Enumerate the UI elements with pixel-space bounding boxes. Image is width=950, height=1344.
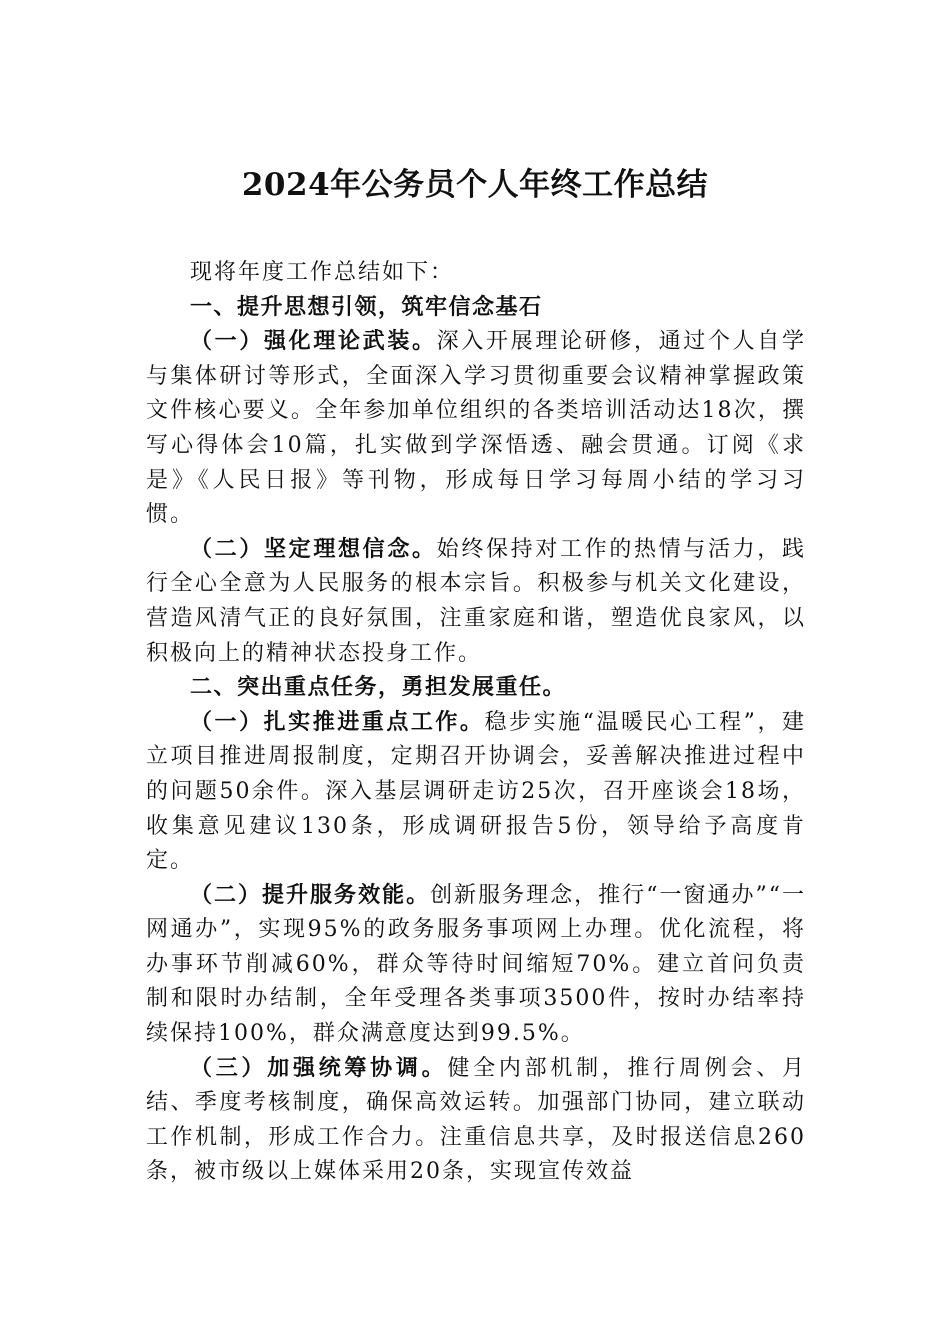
section-2-paragraph-3 [146, 1052, 806, 1190]
paragraph-text: 始终保持对工作的热情与活力，践行全心全意为人民服务的根本宗旨。积极参与机关文化建设，营造风清气正的良好氛围，注重家庭和谐，塑造优良家风，以积极向上的精神状态投身工作。 [146, 536, 806, 666]
paragraph-text: 健全内部机制，推行周例会、月结、季度考核制度，确保高效运转。加强部门协同，建立联动工作机制，形成工作合力。注重信息共享，及时报送信息260条，被市级以上媒体采用20条，实现宣传效益 [146, 1055, 806, 1185]
section-2-paragraph-2 [146, 879, 806, 1052]
document-body [146, 256, 806, 1190]
paragraph-lead: （二）坚定理想信念。 [190, 536, 437, 562]
paragraph-lead: （一）强化理论武装。 [190, 329, 437, 355]
section-1-paragraph-1 [146, 325, 806, 533]
paragraph-text: 深入开展理论研修，通过个人自学与集体研讨等形式，全面深入学习贯彻重要会议精神掌握政策文件核心要义。全年参加单位组织的各类培训活动达18次，撰写心得体会10篇，扎实做到学深悟透、融会贯通。订阅《求是》《人民日报》等刊物，形成每日学习每周小结的学习习惯。 [146, 329, 806, 528]
paragraph-text: 创新服务理念，推行“一窗通办”“一网通办”，实现95%的政务服务事项网上办理。优化流程，将办事环节削减60%，群众等待时间缩短70%。建立首问负责制和限时办结制，全年受理各类事项3500件，按时办结率持续保持100%，群众满意度达到99.5%。 [146, 882, 806, 1047]
section-2-heading: 二、突出重点任务，勇担发展重任。 [190, 675, 567, 701]
document-title: 2024年公务员个人年终工作总结 [241, 167, 709, 203]
section-2-paragraph-1 [146, 706, 806, 879]
paragraph-text: 稳步实施“温暖民心工程”，建立项目推进周报制度，定期召开协调会，妥善解决推进过程中的问题50余件。深入基层调研走访25次，召开座谈会18场，收集意见建议130条，形成调研报告5份，领导给予高度肯定。 [146, 709, 806, 874]
section-1-paragraph-2 [146, 533, 806, 671]
section-1-heading: 一、提升思想引领，筑牢信念基石 [190, 294, 543, 320]
intro-paragraph: 现将年度工作总结如下： [190, 260, 455, 285]
paragraph-lead: （三）加强统筹协调。 [190, 1055, 448, 1081]
paragraph-lead: （一）扎实推进重点工作。 [190, 709, 485, 735]
paragraph-lead: （二）提升服务效能。 [190, 882, 431, 908]
